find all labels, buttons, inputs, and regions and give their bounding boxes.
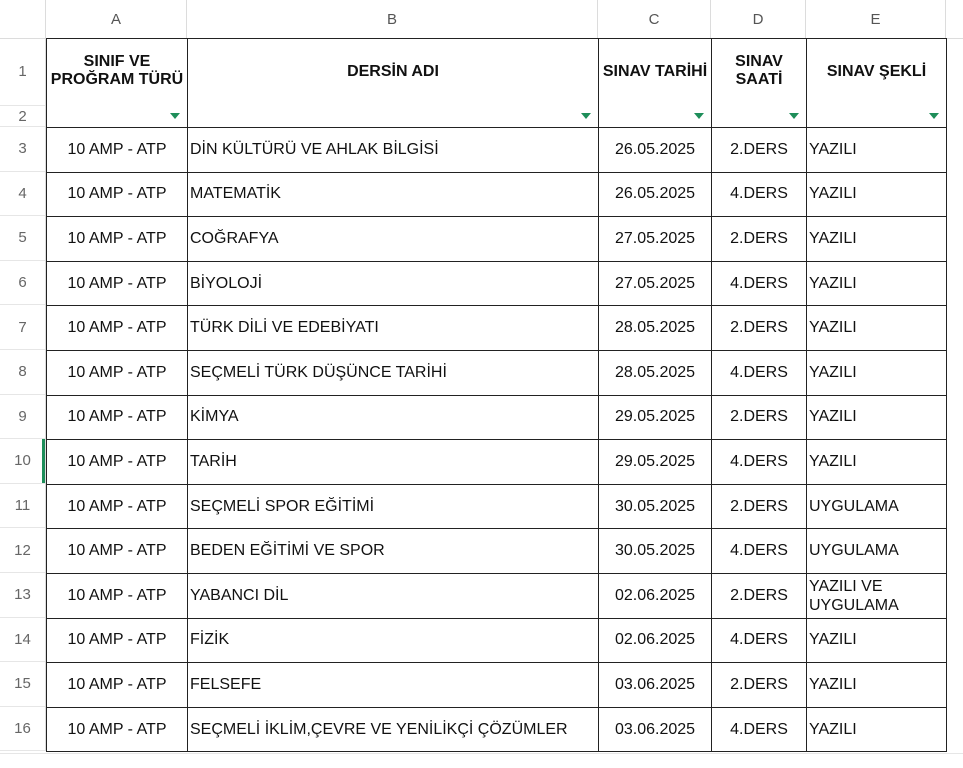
cell-time[interactable]: 2.DERS [712,128,807,173]
cell-course[interactable]: KİMYA [188,395,599,440]
cell-time[interactable]: 4.DERS [712,440,807,485]
cell-course[interactable]: MATEMATİK [188,172,599,217]
cell-type[interactable]: YAZILI [807,217,947,262]
column-header-c[interactable]: C [598,0,711,38]
cell-date[interactable]: 28.05.2025 [599,350,712,395]
table-row [47,573,947,618]
cell-type[interactable]: YAZILI [807,663,947,708]
cell-program[interactable]: 10 AMP - ATP [47,707,188,752]
table-row [47,663,947,708]
filter-dropdown-icon[interactable] [690,108,708,124]
cell-course[interactable]: BEDEN EĞİTİMİ VE SPOR [188,529,599,574]
cell-course[interactable]: FİZİK [188,618,599,663]
cell-type[interactable]: YAZILI [807,261,947,306]
cell-type[interactable]: YAZILI [807,618,947,663]
filter-dropdown-icon[interactable] [166,108,184,124]
row-header[interactable]: 11 [0,484,45,529]
cell-date[interactable]: 26.05.2025 [599,172,712,217]
cell-type[interactable]: YAZILI [807,172,947,217]
cell-type[interactable]: YAZILI VE UYGULAMA [807,573,947,618]
cell-course[interactable]: SEÇMELİ SPOR EĞİTİMİ [188,484,599,529]
row-header[interactable]: 5 [0,216,45,261]
header-cell-type[interactable] [807,39,947,128]
cell-time[interactable]: 2.DERS [712,395,807,440]
column-header-row [0,0,963,39]
cell-type[interactable]: UYGULAMA [807,484,947,529]
cell-date[interactable]: 03.06.2025 [599,707,712,752]
cell-type[interactable]: YAZILI [807,128,947,173]
cell-time[interactable]: 2.DERS [712,573,807,618]
cell-time[interactable]: 4.DERS [712,529,807,574]
cell-date[interactable]: 29.05.2025 [599,440,712,485]
cell-type[interactable]: UYGULAMA [807,529,947,574]
cell-time[interactable]: 2.DERS [712,217,807,262]
header-cell-date[interactable] [599,39,712,128]
table-row [47,484,947,529]
row-header[interactable]: 16 [0,707,45,752]
row-header[interactable]: 6 [0,261,45,306]
cell-time[interactable]: 2.DERS [712,663,807,708]
table-row [47,529,947,574]
header-type-label: SINAV ŞEKLİ [826,63,927,80]
cell-type[interactable]: YAZILI [807,395,947,440]
row-header[interactable]: 12 [0,528,45,573]
empty-grid-area [0,753,963,768]
cell-program[interactable]: 10 AMP - ATP [47,172,188,217]
row-header-column [0,38,46,751]
cell-date[interactable]: 26.05.2025 [599,128,712,173]
cell-date[interactable]: 30.05.2025 [599,529,712,574]
header-date-label: SINAV TARİHİ [602,63,708,80]
cell-program[interactable]: 10 AMP - ATP [47,128,188,173]
cell-course[interactable]: FELSEFE [188,663,599,708]
cell-date[interactable]: 02.06.2025 [599,618,712,663]
cell-program[interactable]: 10 AMP - ATP [47,306,188,351]
cell-program[interactable]: 10 AMP - ATP [47,217,188,262]
table-row [47,618,947,663]
row-header[interactable]: 7 [0,305,45,350]
column-header-a[interactable]: A [46,0,187,38]
header-row [47,39,947,107]
column-header-d[interactable]: D [711,0,806,38]
cell-type[interactable]: YAZILI [807,707,947,752]
row-header[interactable]: 2 [0,106,45,127]
table-row [47,217,947,262]
row-header[interactable]: 1 [0,38,45,106]
header-program-label: SINIF VE PROĞRAM TÜRÜ [50,53,184,88]
cell-date[interactable]: 28.05.2025 [599,306,712,351]
cell-date[interactable]: 30.05.2025 [599,484,712,529]
cell-program[interactable]: 10 AMP - ATP [47,395,188,440]
cell-time[interactable]: 4.DERS [712,172,807,217]
row-header[interactable]: 9 [0,395,45,440]
row-header[interactable]: 3 [0,127,45,172]
cell-course[interactable]: TÜRK DİLİ VE EDEBİYATI [188,306,599,351]
cell-date[interactable]: 27.05.2025 [599,261,712,306]
filter-dropdown-icon[interactable] [577,108,595,124]
cell-course[interactable]: DİN KÜLTÜRÜ VE AHLAK BİLGİSİ [188,128,599,173]
table-row [47,395,947,440]
cell-type[interactable]: YAZILI [807,440,947,485]
table-row [47,707,947,752]
cell-program[interactable]: 10 AMP - ATP [47,618,188,663]
row-header[interactable]: 15 [0,662,45,707]
header-time-label: SINAV SAATİ [735,53,783,88]
cell-time[interactable]: 4.DERS [712,350,807,395]
cell-type[interactable]: YAZILI [807,350,947,395]
column-header-b[interactable]: B [187,0,598,38]
column-header-e[interactable]: E [806,0,946,38]
cell-course[interactable]: COĞRAFYA [188,217,599,262]
row-header[interactable]: 4 [0,172,45,217]
cell-program[interactable]: 10 AMP - ATP [47,663,188,708]
cell-type[interactable]: YAZILI [807,306,947,351]
cell-program[interactable]: 10 AMP - ATP [47,484,188,529]
cell-time[interactable]: 4.DERS [712,707,807,752]
cell-program[interactable]: 10 AMP - ATP [47,261,188,306]
cell-course[interactable]: SEÇMELİ İKLİM,ÇEVRE VE YENİLİKÇİ ÇÖZÜMLER [188,707,599,752]
filter-dropdown-icon[interactable] [785,108,803,124]
cell-program[interactable]: 10 AMP - ATP [47,573,188,618]
table-row [47,261,947,306]
cell-time[interactable]: 2.DERS [712,306,807,351]
header-course-label: DERSİN ADI [347,63,439,80]
cell-program[interactable]: 10 AMP - ATP [47,350,188,395]
cell-time[interactable]: 4.DERS [712,261,807,306]
row-header[interactable]: 14 [0,618,45,663]
cell-date[interactable]: 03.06.2025 [599,663,712,708]
cell-time[interactable]: 2.DERS [712,484,807,529]
header-cell-course[interactable] [188,39,599,128]
cell-date[interactable]: 27.05.2025 [599,217,712,262]
table-row [47,350,947,395]
filter-dropdown-icon[interactable] [925,108,943,124]
cell-program[interactable]: 10 AMP - ATP [47,440,188,485]
row-header-selected[interactable]: 10 [0,439,45,484]
table-row [47,128,947,173]
header-cell-time[interactable] [712,39,807,128]
exam-schedule-table [46,38,947,752]
cell-course[interactable]: BİYOLOJİ [188,261,599,306]
cell-date[interactable]: 02.06.2025 [599,573,712,618]
header-cell-program[interactable] [47,39,188,128]
cell-course[interactable]: TARİH [188,440,599,485]
cell-date[interactable]: 29.05.2025 [599,395,712,440]
cell-program[interactable]: 10 AMP - ATP [47,529,188,574]
cell-course[interactable]: SEÇMELİ TÜRK DÜŞÜNCE TARİHİ [188,350,599,395]
table-row [47,440,947,485]
cell-course[interactable]: YABANCI DİL [188,573,599,618]
cell-time[interactable]: 4.DERS [712,618,807,663]
table-row [47,306,947,351]
table-row [47,172,947,217]
select-all-corner[interactable] [0,0,46,38]
row-header[interactable]: 13 [0,573,45,618]
row-header[interactable]: 8 [0,350,45,395]
